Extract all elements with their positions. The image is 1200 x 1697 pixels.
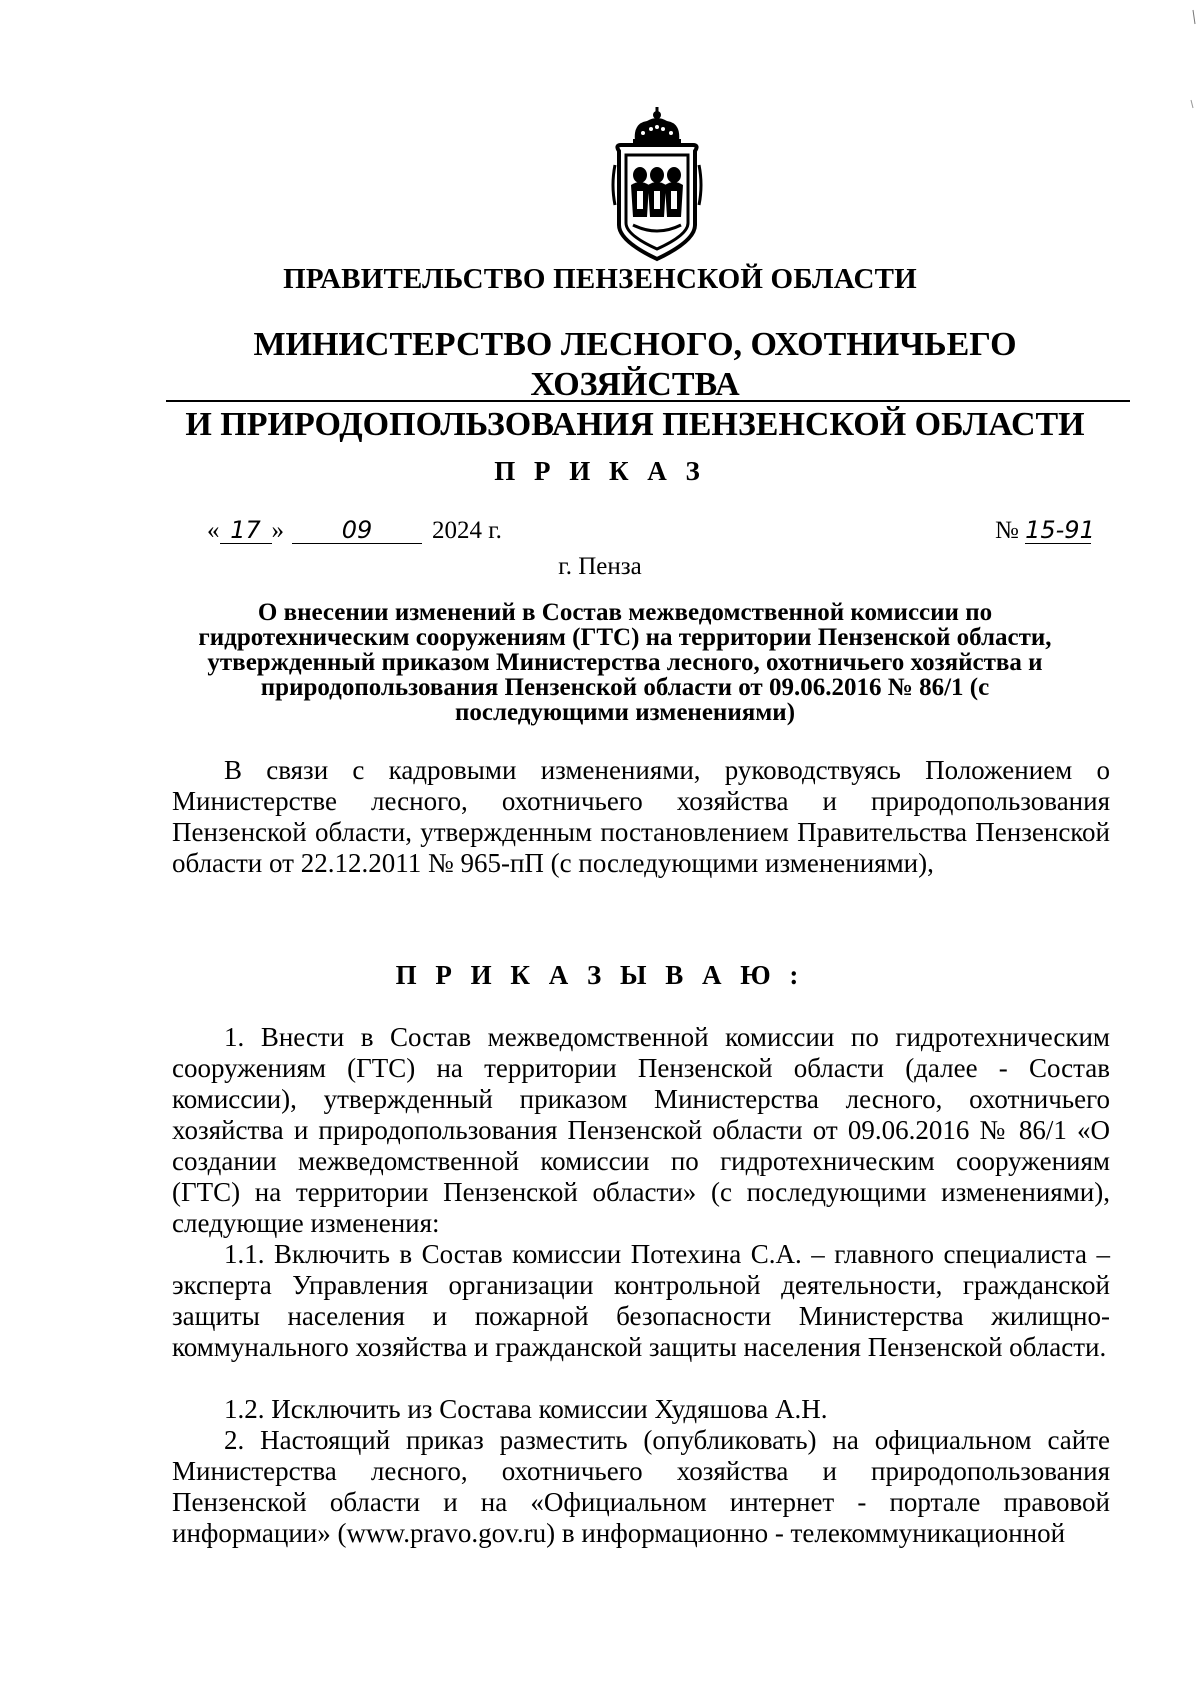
- ministry-name-line-2: И ПРИРОДОПОЛЬЗОВАНИЯ ПЕНЗЕНСКОЙ ОБЛАСТИ: [185, 406, 1085, 443]
- scan-edge-marks: [1185, 0, 1200, 1697]
- preamble-paragraph: В связи с кадровыми изменениями, руководствуясь Положением о Министерстве лесного, охотничьего хозяйства и природопользования Пензенской области, утвержденным постановлением Правительства Пензенской области от 22.12.2011 № 965-пП (с последующими изменениями),: [172, 755, 1110, 878]
- date-open-quote: «: [207, 517, 220, 544]
- date-close-quote: »: [271, 517, 284, 544]
- header-divider: [166, 400, 1130, 402]
- ministry-name: [150, 325, 1120, 445]
- order-city: г. Пенза: [558, 553, 642, 580]
- government-name: ПРАВИТЕЛЬСТВО ПЕНЗЕНСКОЙ ОБЛАСТИ: [283, 263, 917, 295]
- date-day-handwritten: 17: [220, 517, 272, 544]
- item-1-1-paragraph: 1.1. Включить в Состав комиссии Потехина С.А. – главного специалиста – эксперта Управления организации контрольной деятельности, гражданской защиты населения и пожарной безопасности Министерства жилищно-коммунального хозяйства и гражданской защиты населения Пензенской области.: [172, 1239, 1110, 1362]
- item-1-paragraph: 1. Внести в Состав межведомственной комиссии по гидротехническим сооружениям (ГТС) на территории Пензенской области (далее - Состав комиссии), утвержденный приказом Министерства лесного, охотничьего хозяйства и природопользования Пензенской области от 09.06.2016 № 86/1 «О создании межведомственной комиссии по гидротехническим сооружениям (ГТС) на территории Пензенской области» (с последующими изменениями), следующие изменения:: [172, 1022, 1110, 1238]
- document-title: О внесении изменений в Состав межведомственной комиссии по гидротехническим сооружениям (ГТС) на территории Пензенской области, утвержденный приказом Министерства лесного, охотничьего хозяйства и природопользования Пензенской области от 09.06.2016 № 86/1 (с последующими изменениями): [198, 599, 1052, 726]
- number-sign: №: [995, 517, 1019, 544]
- order-heading: П Р И К А З: [494, 456, 706, 486]
- date-month-handwritten: 09: [292, 517, 422, 544]
- number-handwritten: 15-91: [1025, 516, 1095, 544]
- coat-of-arms-emblem: [611, 105, 703, 265]
- item-2-paragraph: 2. Настоящий приказ разместить (опубликовать) на официальном сайте Министерства лесного, охотничьего хозяйства и природопользования Пензенской области и на «Официальном интернет - портале правовой информации» (www.pravo.gov.ru) в информационно - телекоммуникационной: [172, 1425, 1110, 1548]
- date-year: 2024 г.: [432, 517, 502, 544]
- order-date: [207, 517, 502, 545]
- item-1-2-paragraph: 1.2. Исключить из Состава комиссии Худяшова А.Н.: [224, 1394, 828, 1424]
- ministry-name-line-1: МИНИСТЕРСТВО ЛЕСНОГО, ОХОТНИЧЬЕГО ХОЗЯЙСТВА: [253, 326, 1017, 403]
- order-word: П Р И К А З Ы В А Ю :: [395, 960, 805, 990]
- order-number: [995, 516, 1095, 545]
